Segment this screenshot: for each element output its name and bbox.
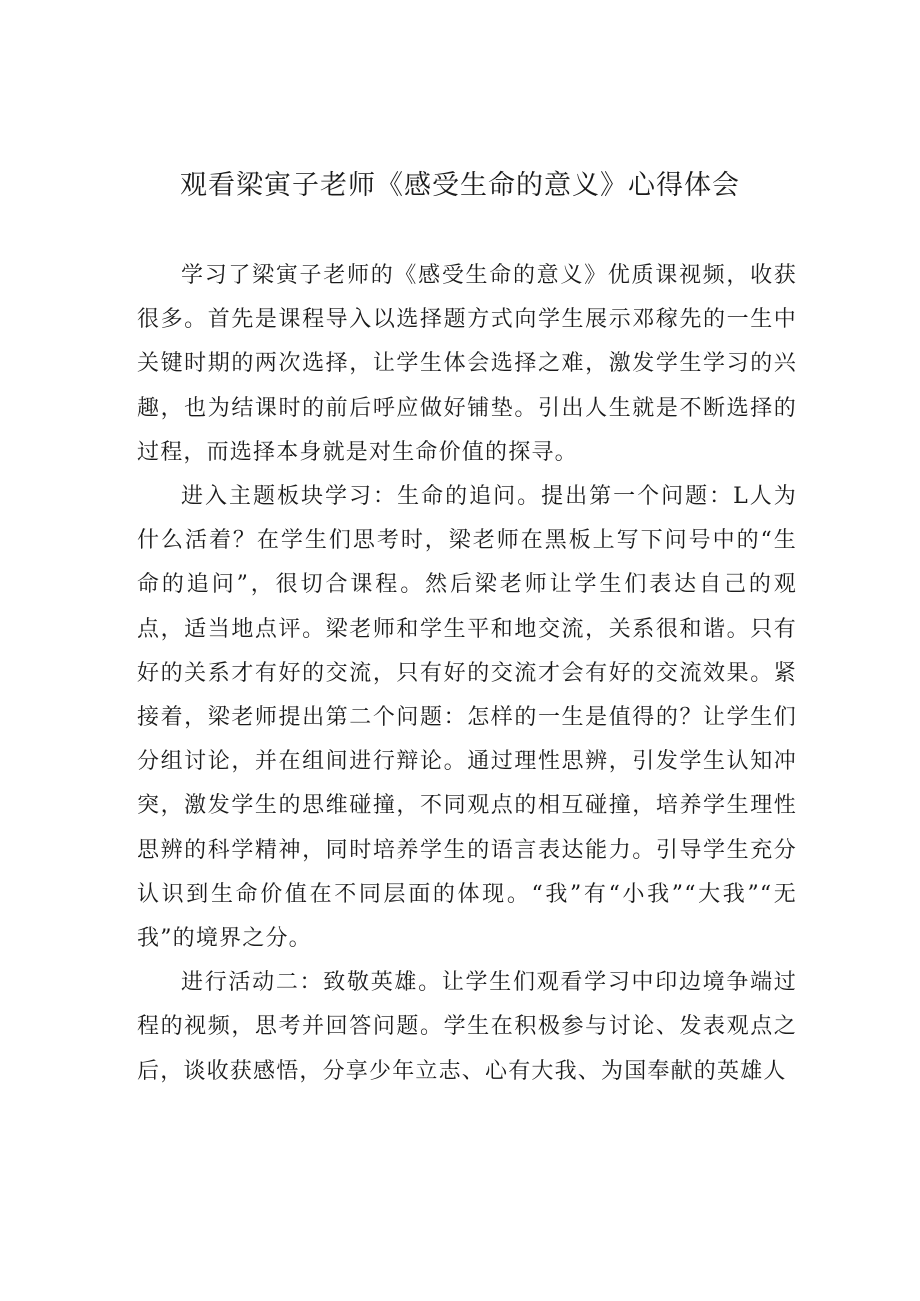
document-body bbox=[137, 254, 797, 1094]
paragraph-2: 进入主题板块学习：生命的追问。提出第一个问题：L人为什么活着？在学生们思考时，梁老师在黑板上写下问号中的“生命的追问”，很切合课程。然后梁老师让学生们表达自己的观点，适当地点评。梁老师和学生平和地交流，关系很和谐。只有好的关系才有好的交流，只有好的交流才会有好的交流效果。紧接着，梁老师提出第二个问题：怎样的一生是值得的？让学生们分组讨论，并在组间进行辩论。通过理性思辨，引发学生认知冲突，激发学生的思维碰撞，不同观点的相互碰撞，培养学生理性思辨的科学精神，同时培养学生的语言表达能力。引导学生充分认识到生命价值在不同层面的体现。“我”有“小我”“大我”“无我”的境界之分。 bbox=[137, 484, 797, 952]
paragraph-1: 学习了梁寅子老师的《感受生命的意义》优质课视频，收获很多。首先是课程导入以选择题方式向学生展示邓稼先的一生中关键时期的两次选择，让学生体会选择之难，激发学生学习的兴趣，也为结课时的前后呼应做好铺垫。引出人生就是不断选择的过程，而选择本身就是对生命价值的探寻。 bbox=[137, 263, 797, 465]
document-title: 观看梁寅子老师《感受生命的意义》心得体会 bbox=[180, 170, 740, 201]
paragraph-3: 进行活动二：致敬英雄。让学生们观看学习中印边境争端过程的视频，思考并回答问题。学生在积极参与讨论、发表观点之后，谈收获感悟，分享少年立志、心有大我、为国奉献的英雄人 bbox=[137, 970, 797, 1084]
